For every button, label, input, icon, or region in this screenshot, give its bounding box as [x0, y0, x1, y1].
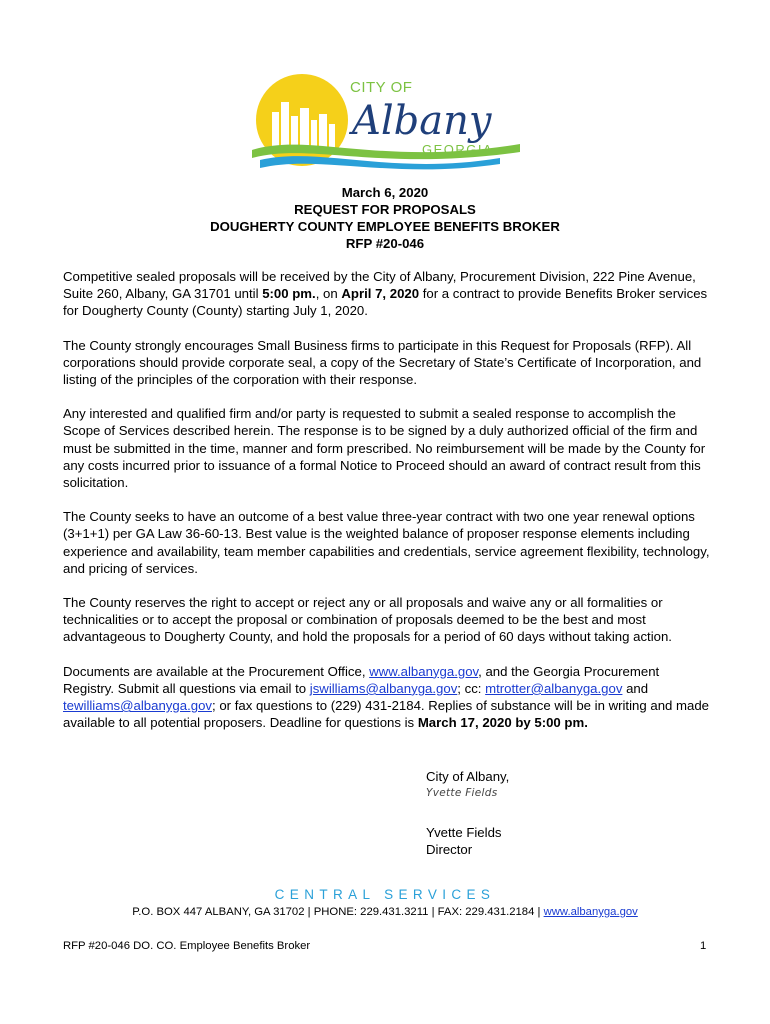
- website-link[interactable]: www.albanyga.gov: [369, 663, 479, 679]
- page-number: 1: [700, 940, 707, 952]
- header-subtitle: DOUGHERTY COUNTY EMPLOYEE BENEFITS BROKER: [210, 219, 560, 234]
- header-date: March 6, 2020: [341, 185, 429, 200]
- p6-text-c: ; cc:: [457, 680, 486, 696]
- paragraph-2: The County strongly encourages Small Business firms to participate in this Request for Proposals (RFP). All corporations should provide corporate seal, a copy of the Secretary of State’s Certificate of Incorporation, and listing of the principles of the corporation with their response.: [63, 337, 702, 388]
- p6-text-e: ; or fax questions to (229) 431-2184. Replies of substance will be in writing and made available to all potential proposers. Deadline for questions is: [63, 698, 710, 731]
- p6-text-d: and: [622, 680, 649, 696]
- signature: Yvette Fields: [426, 787, 498, 800]
- logo-wave-blue: [260, 156, 500, 169]
- p1-date: April 7, 2020: [341, 286, 420, 302]
- footer-doc-title: RFP #20-046 DO. CO. Employee Benefits Broker: [63, 940, 311, 952]
- email-link-jswilliams[interactable]: jswilliams@albanyga.gov: [309, 680, 458, 696]
- department-name: CENTRAL SERVICES: [274, 887, 496, 902]
- logo-georgia: GEORGIA: [422, 142, 494, 157]
- footer-website-link[interactable]: www.albanyga.gov: [543, 906, 638, 918]
- header-title: REQUEST FOR PROPOSALS: [294, 202, 476, 217]
- p6-text-b: , and the Georgia Procurement Registry. Submit all questions via email to: [63, 663, 660, 696]
- closing-salutation: City of Albany,: [426, 769, 510, 784]
- paragraph-3: Any interested and qualified firm and/or party is requested to submit a sealed response to accomplish the Scope of Services described herein. The response is to be signed by a duly authorized official of the firm and must be submitted in the time, manner and form prescribed. No reimbursement will be made by the County for any costs incurred prior to issuance of a formal Notice to Proceed should an award of contract result from this solicitation.: [63, 406, 706, 491]
- city-of-albany-logo: [250, 72, 530, 172]
- signer-name: Yvette Fields: [426, 825, 502, 841]
- logo-albany: Albany: [352, 98, 492, 144]
- paragraph-5: The County reserves the right to accept or reject any or all proposals and waive any or all formalities or technicalities or to accept the proposal or combination of proposals deemed to be the best and most advantageous to Dougherty County, and hold the proposals for a period of 60 days without taking action.: [63, 595, 672, 645]
- contact-line: [0, 906, 770, 918]
- logo-city-of: CITY OF: [350, 79, 413, 96]
- paragraph-6: [63, 663, 713, 732]
- document-body: [63, 268, 713, 748]
- header-rfp-number: RFP #20-046: [345, 236, 425, 251]
- document-header: [0, 184, 770, 252]
- paragraph-1: [63, 268, 713, 320]
- p6-text-a: Documents are available at the Procurement Office,: [63, 663, 370, 679]
- p1-text-c: for a contract to provide Benefits Broker services for Dougherty County (County) starting July 1, 2020.: [63, 286, 708, 319]
- p1-text-a: Competitive sealed proposals will be received by the City of Albany, Procurement Division, 222 Pine Avenue, Suite 260, Albany, GA 31701 until: [63, 269, 696, 302]
- p1-text-b: , on: [315, 286, 342, 302]
- closing-block: [426, 768, 509, 859]
- email-link-mtrotter[interactable]: mtrotter@albanyga.gov: [485, 680, 623, 696]
- signer-title: Director: [426, 842, 473, 858]
- paragraph-4: The County seeks to have an outcome of a best value three-year contract with two one year renewal options (3+1+1) per GA Law 36-60-13. Best value is the weighted balance of proposer response elements including experience and availability, team member capabilities and credentials, service agreement flexibility, technology, and pricing of services.: [63, 509, 710, 576]
- contact-text: P.O. BOX 447 ALBANY, GA 31702 | PHONE: 229.431.3211 | FAX: 229.431.2184 |: [132, 906, 544, 918]
- p1-time: 5:00 pm.: [262, 286, 316, 302]
- p6-deadline: March 17, 2020 by 5:00 pm.: [417, 715, 588, 731]
- email-link-tewilliams[interactable]: tewilliams@albanyga.gov: [63, 698, 212, 714]
